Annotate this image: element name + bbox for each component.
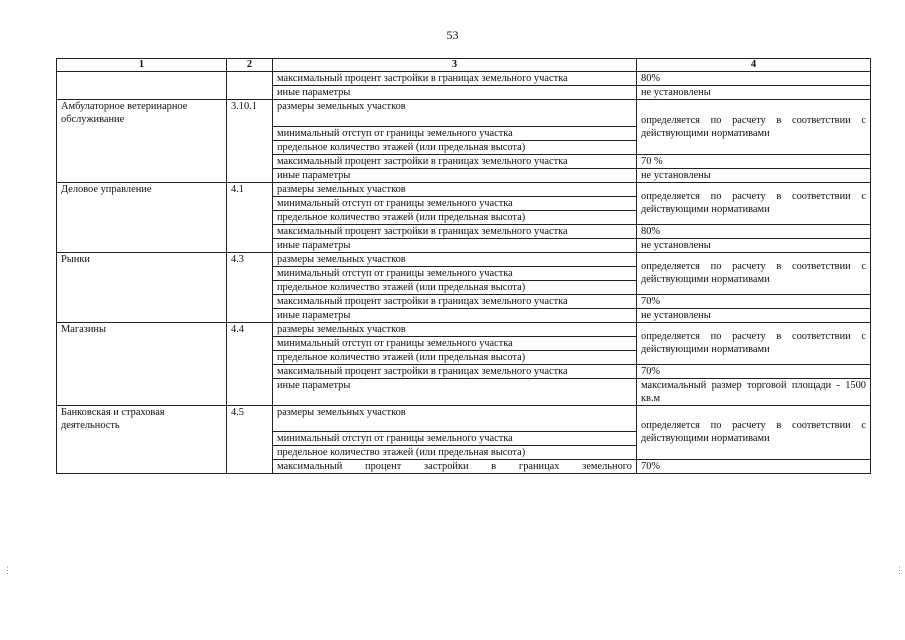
value-cell: определяется по расчету в соответствии с действующими нормативами xyxy=(637,182,871,224)
table-row xyxy=(57,308,871,322)
land-use-table xyxy=(56,58,871,474)
param-floors: предельное количество этажей (или предельная высота) xyxy=(273,140,637,154)
value-cell: не установлены xyxy=(637,168,871,182)
use-code: 4.1 xyxy=(227,182,273,196)
param-percent: максимальный процент застройки в границах земельного участка xyxy=(273,294,637,308)
value-cell: 70% xyxy=(637,364,871,378)
table-row xyxy=(57,72,871,86)
value-cell: 70% xyxy=(637,460,871,474)
param-size: размеры земельных участков xyxy=(273,252,637,266)
param-other: иные параметры xyxy=(273,308,637,322)
col-header-1: 1 xyxy=(57,59,227,72)
table-row xyxy=(57,322,871,336)
table-row xyxy=(57,168,871,182)
param-percent: максимальный процент застройки в границах земельного участка xyxy=(273,154,637,168)
use-name: Деловое управление xyxy=(57,182,227,196)
value-cell: максимальный размер торговой площади - 1500 кв.м xyxy=(637,378,871,405)
value-cell: определяется по расчету в соответствии с действующими нормативами xyxy=(637,100,871,155)
param-offset: минимальный отступ от границы земельного участка xyxy=(273,432,637,446)
value-cell: не установлены xyxy=(637,86,871,100)
value-cell: 70 % xyxy=(637,154,871,168)
table-row xyxy=(57,405,871,432)
param-offset: минимальный отступ от границы земельного участка xyxy=(273,336,637,350)
use-name: Рынки xyxy=(57,252,227,266)
param-percent-cut: максимальный процент застройки в границах земельного xyxy=(273,460,637,474)
param-floors: предельное количество этажей (или предельная высота) xyxy=(273,446,637,460)
param-size: размеры земельных участков xyxy=(273,100,637,127)
table-row xyxy=(57,252,871,266)
value-cell: 80% xyxy=(637,224,871,238)
table-row xyxy=(57,86,871,100)
param-other: иные параметры xyxy=(273,86,637,100)
header-row xyxy=(57,59,871,72)
use-name: Амбулаторное ветеринарное обслуживание xyxy=(57,100,227,127)
use-code: 4.5 xyxy=(227,405,273,432)
param-percent: максимальный процент застройки в границах земельного участка xyxy=(273,364,637,378)
use-code: 4.4 xyxy=(227,322,273,336)
value-cell: 80% xyxy=(637,72,871,86)
table-row xyxy=(57,294,871,308)
param-size: размеры земельных участков xyxy=(273,405,637,432)
value-cell: не установлены xyxy=(637,238,871,252)
table-row xyxy=(57,100,871,127)
param-percent: максимальный процент застройки в границах земельного участка xyxy=(273,72,637,86)
col-header-3: 3 xyxy=(273,59,637,72)
param-offset: минимальный отступ от границы земельного участка xyxy=(273,266,637,280)
use-name: Магазины xyxy=(57,322,227,336)
table-row xyxy=(57,224,871,238)
param-other: иные параметры xyxy=(273,238,637,252)
param-offset: минимальный отступ от границы земельного участка xyxy=(273,196,637,210)
scan-edge-mark-left: ⋮ xyxy=(3,565,12,575)
param-floors: предельное количество этажей (или предельная высота) xyxy=(273,210,637,224)
col-header-2: 2 xyxy=(227,59,273,72)
param-size: размеры земельных участков xyxy=(273,322,637,336)
param-size: размеры земельных участков xyxy=(273,182,637,196)
value-cell: 70% xyxy=(637,294,871,308)
table-row xyxy=(57,182,871,196)
page-number: 53 xyxy=(446,28,459,42)
param-other: иные параметры xyxy=(273,378,637,405)
value-cell: не установлены xyxy=(637,308,871,322)
param-floors: предельное количество этажей (или предельная высота) xyxy=(273,280,637,294)
use-name: Банковская и страховая деятельность xyxy=(57,405,227,432)
use-name xyxy=(57,72,227,86)
param-percent: максимальный процент застройки в границах земельного участка xyxy=(273,224,637,238)
table-row xyxy=(57,460,871,474)
value-cell: определяется по расчету в соответствии с действующими нормативами xyxy=(637,322,871,364)
table-row xyxy=(57,378,871,405)
use-code xyxy=(227,72,273,86)
scan-edge-mark-right: ⋮ xyxy=(895,565,904,575)
use-code: 4.3 xyxy=(227,252,273,266)
col-header-4: 4 xyxy=(637,59,871,72)
param-floors: предельное количество этажей (или предельная высота) xyxy=(273,350,637,364)
table-row xyxy=(57,238,871,252)
value-cell: определяется по расчету в соответствии с действующими нормативами xyxy=(637,252,871,294)
table-row xyxy=(57,154,871,168)
param-offset: минимальный отступ от границы земельного участка xyxy=(273,126,637,140)
use-code: 3.10.1 xyxy=(227,100,273,127)
table-row xyxy=(57,364,871,378)
param-other: иные параметры xyxy=(273,168,637,182)
value-cell: определяется по расчету в соответствии с действующими нормативами xyxy=(637,405,871,460)
